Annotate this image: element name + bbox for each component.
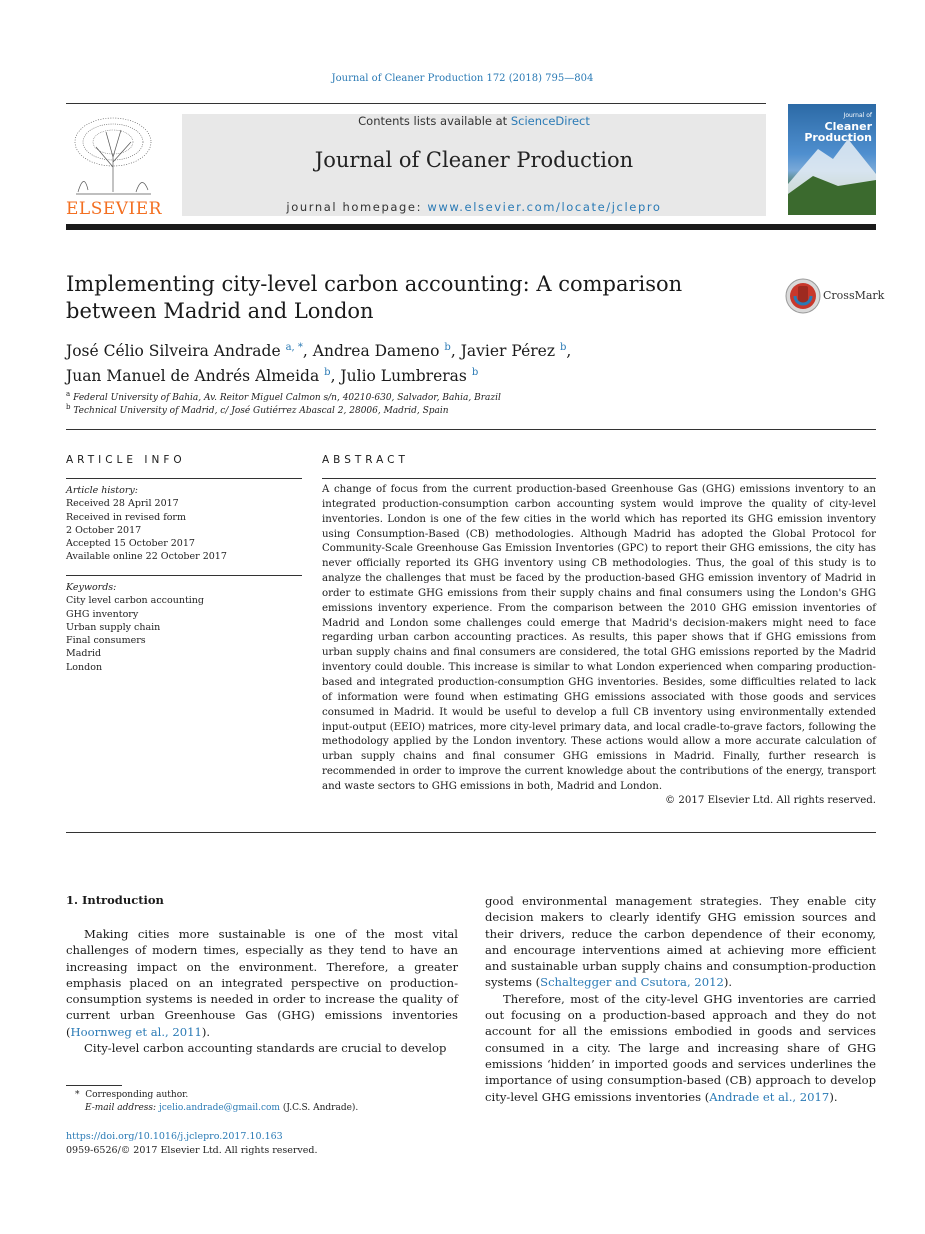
footnote-corresponding	[75, 1090, 188, 1100]
corresponding-text: Corresponding author.	[85, 1090, 189, 1100]
cover-line2: Production	[804, 131, 872, 144]
author-separator: ,	[566, 342, 572, 361]
keywords-block	[66, 581, 302, 674]
left-column	[66, 926, 458, 1056]
issn-line: 0959-6526/© 2017 Elsevier Ltd. All rights reserved.	[66, 1145, 318, 1156]
right-column	[485, 893, 876, 1105]
keyword-item: City level carbon accounting	[66, 595, 205, 607]
publisher-wordmark: ELSEVIER	[66, 199, 162, 219]
email-suffix: (J.C.S. Andrade).	[279, 1103, 359, 1113]
cover-title	[804, 110, 872, 143]
affiliation-key: a	[66, 390, 71, 398]
author-name[interactable]: Javier Pérez	[460, 342, 556, 361]
abstract-text: A change of focus from the current production-based Greenhouse Gas (GHG) emissions inventory to an integrated production-consumption carbon accounting system would improve the quality of city-level inventories. London is one of the few cities in the world which has reported its GHG emission inventory using Consumption-Based (CB) methodologies. Although Madrid has adopted the Global Protocol for Community-Scale Greenhouse Gas Emission Inventories (GPC) to report their GHG emissions, the city has never officially reported its GHG inventory using CB methodologies. Thus, the goal of this study is to analyze the challenges that must be faced by the production-based GHG emission inventory of Madrid in order to estimate GHG emissions from their supply chains and final consumers using the London's GHG emissions inventory experience. From the comparison between the 2010 GHG emission inventories of Madrid and London some challenges could emerge that Madrid's decision-makers might need to face regarding urban carbon accounting practices. As results, this paper shows that if GHG emissions from urban supply chains and final consumers are considered, the total GHG emissions reported by the Madrid inventory could double. This increase is similar to what London experienced when comparing production-based and integrated production-consumption GHG inventories. Besides, some difficulties related to lack of information were found when estimating GHG emissions associated with those goods and services consumed in Madrid. It would be useful to develop a full CB inventory using environmentally extended input-output (EEIO) matrices, more city-level primary data, and local cradle-to-grave factors, following the methodology applied by the London inventory. These actions would allow a more accurate calculation of urban supply chains and final consumer GHG emissions in Madrid. Finally, further research is recommended in order to improve the current knowledge about the contributions of the energy, transport and waste sectors to GHG emissions in both, Madrid and London.	[322, 484, 876, 792]
keyword-item: Urban supply chain	[66, 621, 161, 633]
article-info-heading: ARTICLE INFO	[66, 454, 186, 466]
cover-line1: Cleaner	[824, 120, 872, 133]
keywords-label: Keywords:	[66, 582, 117, 593]
homepage-line	[182, 200, 766, 214]
author-affiliation-marker[interactable]: b	[324, 367, 331, 379]
history-item: Received 28 April 2017	[66, 498, 179, 510]
author-separator: ,	[450, 342, 461, 361]
footnote-rule	[66, 1085, 122, 1086]
header-thick-rule	[66, 224, 876, 230]
section-heading-introduction: 1. Introduction	[66, 893, 164, 907]
affiliation-text: Federal University of Bahia, Av. Reitor Miguel Calmon s/n, 40210-630, Salvador, Bahia, Brazil	[73, 393, 501, 403]
citation-link[interactable]: Andrade et al., 2017	[709, 1089, 830, 1104]
email-label: E-mail address:	[85, 1103, 159, 1113]
author-name[interactable]: Juan Manuel de Andrés Almeida	[66, 367, 320, 386]
history-item: Received in revised form	[66, 511, 186, 523]
paragraph-text: ).	[829, 1089, 838, 1104]
article-title: Implementing city-level carbon accounting: A comparison between Madrid and London	[66, 272, 683, 323]
author-list	[66, 337, 766, 387]
journal-reference[interactable]: Journal of Cleaner Production 172 (2018) 795—804	[331, 73, 594, 84]
contents-line	[182, 114, 766, 128]
footnote-email	[85, 1103, 358, 1113]
keyword-item: London	[66, 661, 103, 673]
abstract-bottom-rule	[66, 832, 876, 833]
homepage-link[interactable]: www.elsevier.com/locate/jclepro	[427, 200, 662, 214]
author-name[interactable]: Julio Lumbreras	[340, 367, 467, 386]
keyword-item: GHG inventory	[66, 608, 139, 620]
paragraph-text: Therefore, most of the city-level GHG inventories are carried out focusing on a production-based approach and they do not account for all the emissions embodied in goods and services consumed in a city. The large and increasing share of GHG emissions ‘hidden’ in imported goods and services underlines the importance of using consumption-based (CB) approach to develop city-level GHG emissions inventories (	[485, 991, 876, 1104]
affiliation-key: b	[66, 403, 71, 411]
citation-link[interactable]: Schaltegger and Csutora, 2012	[540, 975, 724, 990]
paragraph-text: ).	[723, 975, 733, 990]
author-affiliation-marker[interactable]: b	[444, 342, 451, 353]
affiliation-a	[66, 390, 501, 403]
paragraph-text: good environmental management strategies. They enable city decision makers to clearly identify GHG emission sources and their drivers, reduce the carbon dependence of their economy, and encourage interventions aimed at achieving more efficient and sustainable urban supply chains and consumption-production systems (	[485, 894, 876, 990]
paragraph	[485, 991, 876, 1105]
author-affiliation-marker[interactable]: a, *	[285, 342, 303, 353]
sciencedirect-link[interactable]: ScienceDirect	[510, 114, 590, 128]
paragraph	[66, 926, 458, 1040]
abstract-copyright: © 2017 Elsevier Ltd. All rights reserved.	[664, 795, 876, 806]
header-top-rule	[66, 103, 766, 104]
email-link[interactable]: jcelio.andrade@gmail.com	[158, 1103, 280, 1113]
title-bottom-rule	[66, 429, 876, 430]
history-item: Available online 22 October 2017	[66, 551, 227, 563]
history-item: Accepted 15 October 2017	[66, 538, 195, 550]
paragraph-text: ).	[201, 1024, 211, 1039]
contents-prefix: Contents lists available at	[358, 114, 511, 128]
footnote-star: *	[75, 1090, 80, 1100]
history-label: Article history:	[66, 485, 138, 496]
journal-cover-image[interactable]	[788, 104, 876, 215]
journal-title: Journal of Cleaner Production	[314, 148, 634, 172]
abstract-heading: ABSTRACT	[322, 454, 409, 466]
history-item: 2 October 2017	[66, 524, 142, 536]
author-separator: ,	[330, 367, 341, 386]
author-separator: ,	[302, 342, 313, 361]
citation-link[interactable]: Hoornweg et al., 2011	[70, 1024, 202, 1039]
paragraph-text: Making cities more sustainable is one of the most vital challenges of modern times, especially as they tend to have an increasing impact on the environment. Therefore, a greater emphasis placed on an integrated perspective on production-consumption systems is needed in order to increase the quality of current urban Greenhouse Gas (GHG) emissions inventories (	[66, 927, 458, 1039]
keywords-rule	[66, 575, 302, 576]
author-name[interactable]: Andrea Dameno	[312, 342, 440, 361]
cover-small-text: Journal of	[843, 112, 872, 119]
homepage-prefix: journal homepage:	[286, 200, 428, 214]
article-info-rule	[66, 478, 302, 479]
author-name[interactable]: José Célio Silveira Andrade	[66, 342, 281, 361]
paragraph: City-level carbon accounting standards are crucial to develop	[84, 1041, 447, 1056]
keyword-item: Madrid	[66, 648, 102, 660]
affiliation-text: Technical University of Madrid, c/ José Gutiérrez Abascal 2, 28006, Madrid, Spain	[73, 406, 449, 416]
crossmark-label[interactable]: CrossMark	[823, 289, 885, 302]
doi-link[interactable]: https://doi.org/10.1016/j.jclepro.2017.10.163	[66, 1131, 283, 1142]
keyword-item: Final consumers	[66, 635, 146, 647]
author-affiliation-marker[interactable]: b	[559, 342, 567, 353]
abstract-rule	[322, 478, 876, 479]
affiliation-b	[66, 403, 449, 416]
article-history	[66, 484, 302, 564]
author-affiliation-marker[interactable]: b	[471, 367, 479, 379]
crossmark-icon[interactable]	[785, 278, 821, 314]
paragraph	[485, 893, 876, 991]
